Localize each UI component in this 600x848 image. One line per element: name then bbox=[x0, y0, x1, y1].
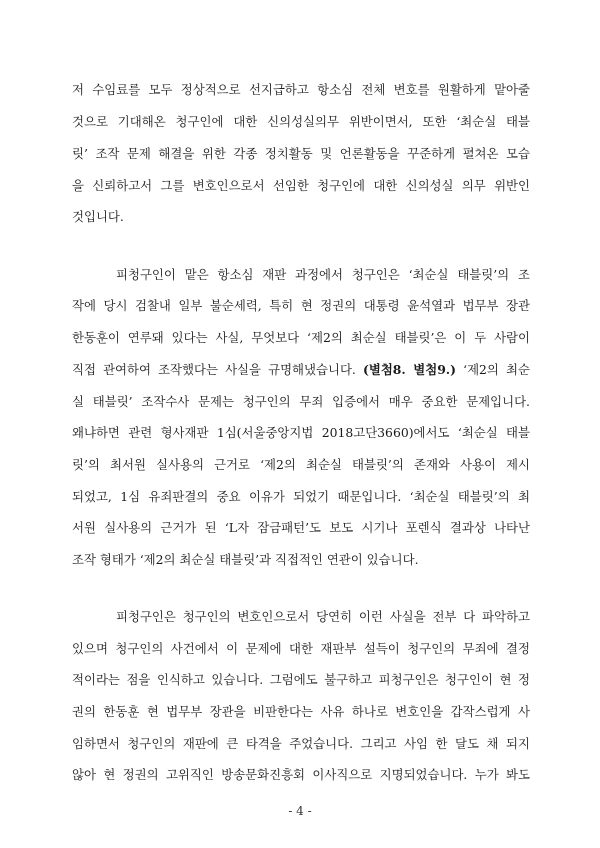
paragraph-1-line-4: 을 신뢰하고서 그를 변호인으로서 선임한 청구인에 대한 신의성실 의무 위반인 bbox=[72, 178, 530, 193]
paragraph-3-line-3: 적이라는 점을 인식하고 있습니다. 그럼에도 불구하고 피청구인은 청구인이 현 정 bbox=[72, 672, 530, 687]
paragraph-3-line-4: 권의 한동훈 현 법무부 장관을 비판한다는 사유 하나로 변호인을 갑작스럽게 사 bbox=[72, 704, 530, 719]
paragraph-2-line-4 bbox=[72, 362, 530, 378]
paragraph-2-line-5: 실 태블릿’ 조작수사 문제는 청구인의 무죄 입증에서 매우 중요한 문제입니다. bbox=[72, 394, 530, 409]
paragraph-3-line-5: 임하면서 청구인의 재판에 큰 타격을 주었습니다. 그리고 사임 한 달도 채 되지 bbox=[72, 736, 530, 751]
paragraph-2-line-4-text: 직접 관여하여 조작했다는 사실을 규명해냈습니다. bbox=[72, 362, 356, 377]
paragraph-1-line-3: 릿’ 조작 문제 해결을 위한 각종 정치활동 및 언론활동을 꾸준하게 펼쳐온 모습 bbox=[72, 146, 530, 161]
paragraph-2-line-10: 조작 형태가 ‘제2의 최순실 태블릿’과 직접적인 연관이 있습니다. bbox=[72, 552, 419, 567]
paragraph-2-line-4-tail: ‘제2의 최순 bbox=[463, 362, 530, 377]
paragraph-1-line-2: 것으로 기대해온 청구인에 대한 신의성실의무 위반이면서, 또한 ‘최순실 태블 bbox=[72, 114, 530, 129]
paragraph-2-line-2: 작에 당시 검찰내 일부 불순세력, 특히 현 정권의 대통령 윤석열과 법무부 장관 bbox=[72, 298, 530, 313]
page-number: - 4 - bbox=[288, 804, 312, 818]
paragraph-1-line-1: 저 수임료를 모두 정상적으로 선지급하고 항소심 전체 변호를 원활하게 맡아줄 bbox=[72, 82, 530, 97]
attachment-citation: (별첨8. 별첨9.) bbox=[363, 362, 456, 377]
paragraph-1-line-5: 것입니다. bbox=[72, 209, 124, 224]
paragraph-2-line-8: 되었고, 1심 유죄판결의 중요 이유가 되었기 때문입니다. ‘최순실 태블릿’의 최 bbox=[72, 489, 530, 504]
paragraph-3-line-6: 않아 현 정권의 고위직인 방송문화진흥회 이사직으로 지명되었습니다. 누가 봐도 bbox=[72, 767, 530, 782]
paragraph-3-line-2: 있으며 청구인의 사건에서 이 문제에 대한 재판부 설득이 청구인의 무죄에 결정 bbox=[72, 641, 530, 656]
paragraph-2-line-1: 피청구인이 맡은 항소심 재판 과정에서 청구인은 ‘최순실 태블릿’의 조 bbox=[116, 267, 530, 282]
paragraph-2-line-3: 한동훈이 연루돼 있다는 사실, 무엇보다 ‘제2의 최순실 태블릿’은 이 두 사람이 bbox=[72, 330, 530, 345]
paragraph-2-line-6: 왜냐하면 관련 형사재판 1심(서울중앙지법 2018고단3660)에서도 ‘최순실 태블 bbox=[72, 425, 530, 440]
paragraph-2-line-7: 릿’의 최서원 실사용의 근거로 ‘제2의 최순실 태블릿’의 존재와 사용이 제시 bbox=[72, 457, 530, 472]
paragraph-3-line-1: 피청구인은 청구인의 변호인으로서 당연히 이런 사실을 전부 다 파악하고 bbox=[116, 609, 530, 624]
paragraph-2-line-9: 서원 실사용의 근거가 된 ‘L자 잠금패턴’도 보도 시기나 포렌식 결과상 나타난 bbox=[72, 520, 530, 535]
